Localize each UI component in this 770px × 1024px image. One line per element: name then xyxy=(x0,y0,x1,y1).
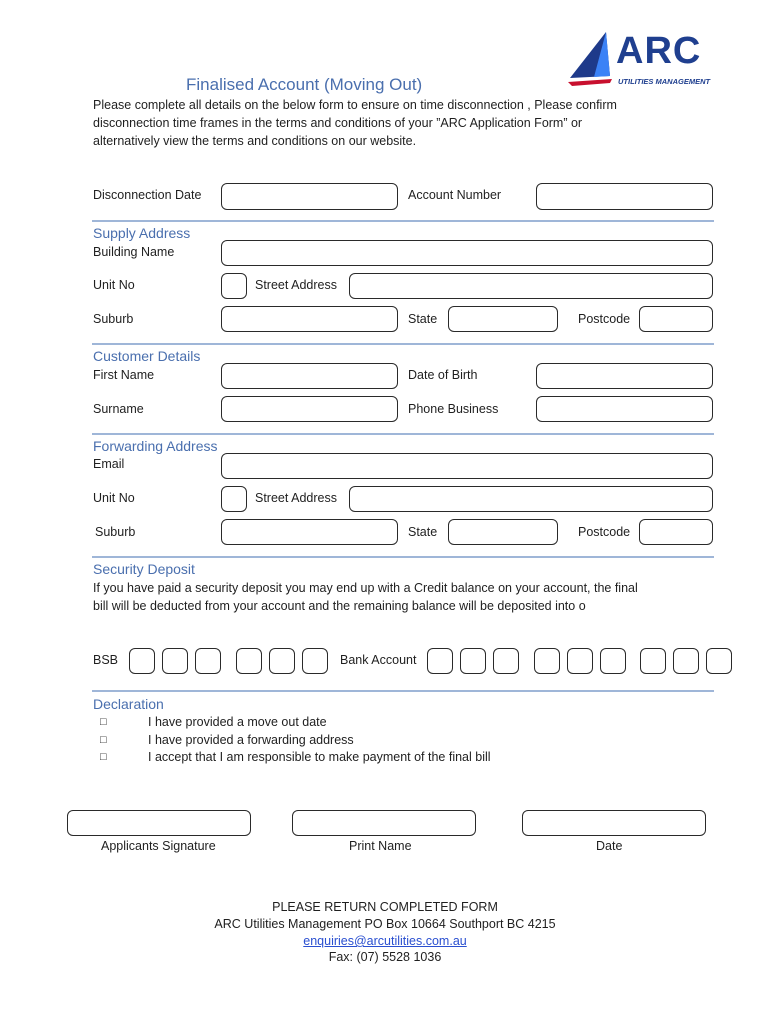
declaration-item-1: I have provided a move out date xyxy=(148,715,327,729)
forwarding-address-heading: Forwarding Address xyxy=(93,438,218,454)
disconnection-date-label: Disconnection Date xyxy=(93,188,202,202)
forwarding-street-address-field[interactable] xyxy=(349,486,713,512)
supply-postcode-label: Postcode xyxy=(578,312,631,326)
bank-account-digit-5[interactable] xyxy=(567,648,593,674)
print-name-field[interactable] xyxy=(292,810,476,836)
first-name-field[interactable] xyxy=(221,363,398,389)
building-name-field[interactable] xyxy=(221,240,713,266)
supply-suburb-label: Suburb xyxy=(93,312,134,326)
declaration-checkbox-2[interactable]: □ xyxy=(100,734,107,746)
date-field[interactable] xyxy=(522,810,706,836)
sail-icon xyxy=(566,30,616,88)
declaration-item-3: I accept that I am responsible to make payment of the final bill xyxy=(148,750,491,764)
divider-declaration xyxy=(92,690,714,692)
forwarding-state-field[interactable] xyxy=(448,519,558,545)
footer-fax: Fax: (07) 5528 1036 xyxy=(328,950,442,964)
logo-brand: ARC xyxy=(616,30,702,72)
email-label: Email xyxy=(93,457,125,471)
print-name-label: Print Name xyxy=(349,839,412,853)
date-label: Date xyxy=(596,839,623,853)
declaration-checkbox-1[interactable]: □ xyxy=(100,716,107,728)
bank-account-digit-6[interactable] xyxy=(600,648,626,674)
forwarding-suburb-field[interactable] xyxy=(221,519,398,545)
applicant-signature-field[interactable] xyxy=(67,810,251,836)
bank-account-digit-3[interactable] xyxy=(493,648,519,674)
declaration-checkbox-3[interactable]: □ xyxy=(100,751,107,763)
bank-account-digit-4[interactable] xyxy=(534,648,560,674)
disconnection-date-field[interactable] xyxy=(221,183,398,210)
footer-address: ARC Utilities Management PO Box 10664 Southport BC 4215 xyxy=(214,917,556,931)
email-field[interactable] xyxy=(221,453,713,479)
first-name-label: First Name xyxy=(93,368,155,382)
bank-account-digit-2[interactable] xyxy=(460,648,486,674)
bank-account-label: Bank Account xyxy=(340,653,417,667)
security-deposit-text: If you have paid a security deposit you may end up with a Credit balance on your account, the final bill will be deducted from your account and the remaining balance will be deposited into o xyxy=(93,581,638,613)
bsb-digit-5[interactable] xyxy=(269,648,295,674)
supply-state-label: State xyxy=(408,312,438,326)
bank-account-digit-9[interactable] xyxy=(706,648,732,674)
supply-unit-no-label: Unit No xyxy=(93,278,135,292)
bank-account-digit-7[interactable] xyxy=(640,648,666,674)
account-number-field[interactable] xyxy=(536,183,713,210)
footer-email[interactable] xyxy=(0,934,770,948)
divider-customer xyxy=(92,343,714,345)
footer-email-link[interactable]: enquiries@arcutilities.com.au xyxy=(303,934,467,948)
supply-unit-no-field[interactable] xyxy=(221,273,247,299)
logo-subtitle: UTILITIES MANAGEMENT xyxy=(618,77,711,86)
arc-logo xyxy=(566,30,726,92)
bsb-digit-4[interactable] xyxy=(236,648,262,674)
bsb-digit-6[interactable] xyxy=(302,648,328,674)
declaration-item-2: I have provided a forwarding address xyxy=(148,733,354,747)
bsb-digit-2[interactable] xyxy=(162,648,188,674)
forwarding-street-address-label: Street Address xyxy=(255,491,337,505)
bsb-label: BSB xyxy=(93,653,119,667)
security-deposit-heading: Security Deposit xyxy=(93,561,195,577)
surname-field[interactable] xyxy=(221,396,398,422)
intro-text: Please complete all details on the below form to ensure on time disconnection , Please confirm disconnection time frames in the terms and conditions of your ”ARC Application Form” or alternatively view the terms and conditions on our website. xyxy=(93,98,617,148)
bank-account-digit-8[interactable] xyxy=(673,648,699,674)
page-title: Finalised Account (Moving Out) xyxy=(186,75,423,94)
phone-business-field[interactable] xyxy=(536,396,713,422)
applicant-signature-label: Applicants Signature xyxy=(101,839,216,853)
date-of-birth-field[interactable] xyxy=(536,363,713,389)
surname-label: Surname xyxy=(93,402,144,416)
forwarding-unit-no-field[interactable] xyxy=(221,486,247,512)
forwarding-state-label: State xyxy=(408,525,438,539)
supply-suburb-field[interactable] xyxy=(221,306,398,332)
customer-details-heading: Customer Details xyxy=(93,348,201,364)
account-number-label: Account Number xyxy=(408,188,502,202)
bank-account-digit-1[interactable] xyxy=(427,648,453,674)
forwarding-suburb-label: Suburb xyxy=(95,525,136,539)
forwarding-unit-no-label: Unit No xyxy=(93,491,135,505)
supply-street-address-field[interactable] xyxy=(349,273,713,299)
forwarding-postcode-label: Postcode xyxy=(578,525,631,539)
forwarding-postcode-field[interactable] xyxy=(639,519,713,545)
divider-forwarding xyxy=(92,433,714,435)
date-of-birth-label: Date of Birth xyxy=(408,368,478,382)
supply-street-address-label: Street Address xyxy=(255,278,337,292)
declaration-heading: Declaration xyxy=(93,696,164,712)
phone-business-label: Phone Business xyxy=(408,402,499,416)
supply-address-heading: Supply Address xyxy=(93,225,191,241)
bsb-digit-3[interactable] xyxy=(195,648,221,674)
divider-security xyxy=(92,556,714,558)
supply-state-field[interactable] xyxy=(448,306,558,332)
bsb-digit-1[interactable] xyxy=(129,648,155,674)
supply-postcode-field[interactable] xyxy=(639,306,713,332)
building-name-label: Building Name xyxy=(93,245,175,259)
divider-supply xyxy=(92,220,714,222)
footer-return-text: PLEASE RETURN COMPLETED FORM xyxy=(272,900,498,914)
